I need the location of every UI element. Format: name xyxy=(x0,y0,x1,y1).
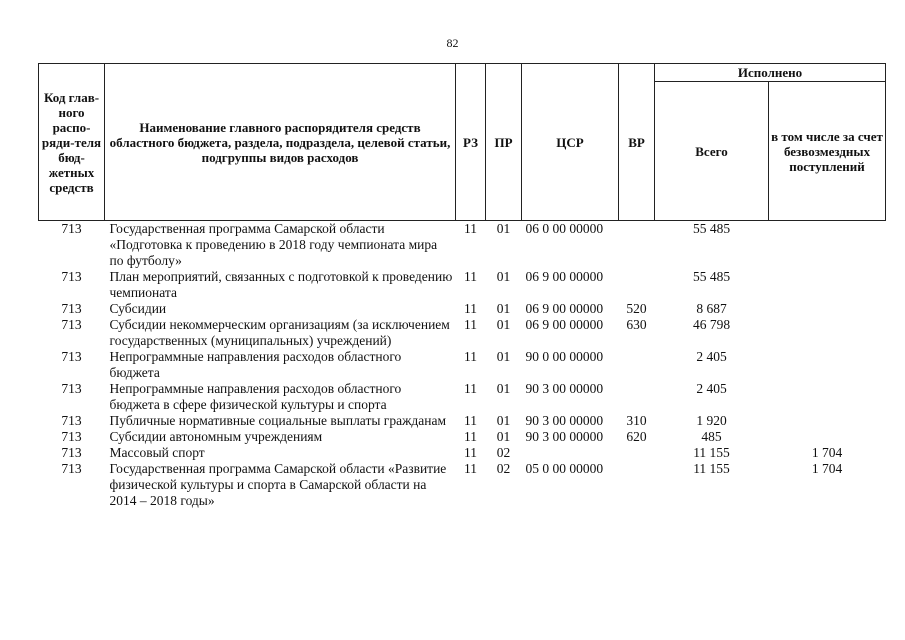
cell-pr: 01 xyxy=(496,301,511,316)
cell-code: 713 xyxy=(61,349,82,364)
cell-vr xyxy=(619,221,655,270)
budget-table xyxy=(38,63,886,509)
table-row xyxy=(39,221,886,270)
cell-total: 2 405 xyxy=(696,381,727,396)
cell-pr: 01 xyxy=(496,429,511,444)
header-vr: ВР xyxy=(619,64,655,221)
table-row xyxy=(39,429,886,445)
cell-rz: 11 xyxy=(464,221,477,236)
cell-vr xyxy=(619,461,655,509)
cell-rz: 11 xyxy=(464,317,477,332)
cell-total: 1 920 xyxy=(696,413,727,428)
cell-csr: 06 9 00 00000 xyxy=(525,269,604,284)
cell-rz: 11 xyxy=(464,461,477,476)
cell-vr xyxy=(619,381,655,413)
header-total: Всего xyxy=(655,82,769,221)
table-row xyxy=(39,413,886,429)
table-row xyxy=(39,461,886,509)
cell-free xyxy=(769,349,886,381)
cell-total: 2 405 xyxy=(696,349,727,364)
cell-code: 713 xyxy=(61,221,82,236)
cell-vr: 520 xyxy=(626,301,647,316)
cell-rz: 11 xyxy=(464,445,477,460)
cell-free xyxy=(769,301,886,317)
cell-rz: 11 xyxy=(464,381,477,396)
header-rz: РЗ xyxy=(456,64,486,221)
cell-name: Субсидии xyxy=(109,301,167,316)
cell-free xyxy=(769,429,886,445)
header-csr: ЦСР xyxy=(522,64,619,221)
cell-vr: 310 xyxy=(626,413,647,428)
cell-csr: 90 3 00 00000 xyxy=(525,429,604,444)
cell-pr: 01 xyxy=(496,221,511,236)
cell-vr: 630 xyxy=(626,317,647,332)
cell-code: 713 xyxy=(61,445,82,460)
cell-code: 713 xyxy=(61,269,82,284)
cell-code: 713 xyxy=(61,461,82,476)
cell-total: 8 687 xyxy=(696,301,727,316)
cell-total: 11 155 xyxy=(693,445,730,460)
cell-vr xyxy=(619,269,655,301)
cell-name: Субсидии некоммерческим организациям (за исключением государственных (муниципальных) учреждений) xyxy=(109,317,450,348)
table-row xyxy=(39,317,886,349)
table-row xyxy=(39,381,886,413)
header-name: Наименование главного распорядителя средств областного бюджета, раздела, подраздела, целевой статьи, подгруппы видов расходов xyxy=(105,64,456,221)
cell-pr: 02 xyxy=(496,445,511,460)
cell-free xyxy=(769,317,886,349)
table-row xyxy=(39,445,886,461)
cell-pr: 01 xyxy=(496,317,511,332)
cell-name: Субсидии автономным учреждениям xyxy=(109,429,323,444)
cell-pr: 01 xyxy=(496,413,511,428)
header-executed: Исполнено xyxy=(655,64,886,82)
cell-total: 55 485 xyxy=(692,221,731,236)
cell-code: 713 xyxy=(61,317,82,332)
cell-code: 713 xyxy=(61,413,82,428)
cell-name: Государственная программа Самарской области «Подготовка к проведению в 2018 году чемпионата мира по футболу» xyxy=(109,221,438,268)
cell-total: 11 155 xyxy=(693,461,730,476)
header-free: в том числе за счет безвозмездных поступлений xyxy=(769,82,886,221)
cell-csr: 06 9 00 00000 xyxy=(525,301,604,316)
cell-pr: 01 xyxy=(496,381,511,396)
cell-rz: 11 xyxy=(464,413,477,428)
header-code: Код глав-ного распо-ряди-теля бюд-жетных средств xyxy=(39,64,105,221)
cell-name: Непрограммные направления расходов областного бюджета xyxy=(109,349,402,380)
cell-free: 1 704 xyxy=(811,445,843,460)
cell-vr: 620 xyxy=(626,429,647,444)
header-pr: ПР xyxy=(486,64,522,221)
cell-total: 55 485 xyxy=(692,269,731,284)
cell-csr: 90 0 00 00000 xyxy=(525,349,604,364)
cell-code: 713 xyxy=(61,381,82,396)
cell-csr: 06 0 00 00000 xyxy=(525,221,604,236)
cell-rz: 11 xyxy=(464,429,477,444)
cell-code: 713 xyxy=(61,429,82,444)
cell-rz: 11 xyxy=(464,349,477,364)
table-row xyxy=(39,349,886,381)
cell-code: 713 xyxy=(61,301,82,316)
cell-free: 1 704 xyxy=(811,461,843,476)
cell-csr: 90 3 00 00000 xyxy=(525,381,604,396)
cell-name: Государственная программа Самарской области «Развитие физической культуры и спорта в Самарской области на 2014 – 2018 годы» xyxy=(109,461,447,508)
cell-name: Публичные нормативные социальные выплаты гражданам xyxy=(109,413,447,428)
cell-name: Непрограммные направления расходов областного бюджета в сфере физической культуры и спорта xyxy=(109,381,402,412)
cell-csr: 06 9 00 00000 xyxy=(525,317,604,332)
cell-vr xyxy=(619,445,655,461)
cell-csr xyxy=(522,445,619,461)
cell-pr: 01 xyxy=(496,349,511,364)
cell-pr: 01 xyxy=(496,269,511,284)
cell-name: Массовый спорт xyxy=(109,445,205,460)
cell-rz: 11 xyxy=(464,269,477,284)
cell-total: 46 798 xyxy=(692,317,731,332)
cell-rz: 11 xyxy=(464,301,477,316)
cell-csr: 90 3 00 00000 xyxy=(525,413,604,428)
cell-free xyxy=(769,381,886,413)
cell-free xyxy=(769,221,886,270)
cell-pr: 02 xyxy=(496,461,511,476)
page-number: 82 xyxy=(446,36,459,50)
cell-free xyxy=(769,413,886,429)
cell-name: План мероприятий, связанных с подготовкой к проведению чемпионата xyxy=(109,269,453,300)
table-row xyxy=(39,269,886,301)
cell-total: 485 xyxy=(701,429,722,444)
table-row xyxy=(39,301,886,317)
cell-free xyxy=(769,269,886,301)
cell-csr: 05 0 00 00000 xyxy=(525,461,604,476)
cell-vr xyxy=(619,349,655,381)
